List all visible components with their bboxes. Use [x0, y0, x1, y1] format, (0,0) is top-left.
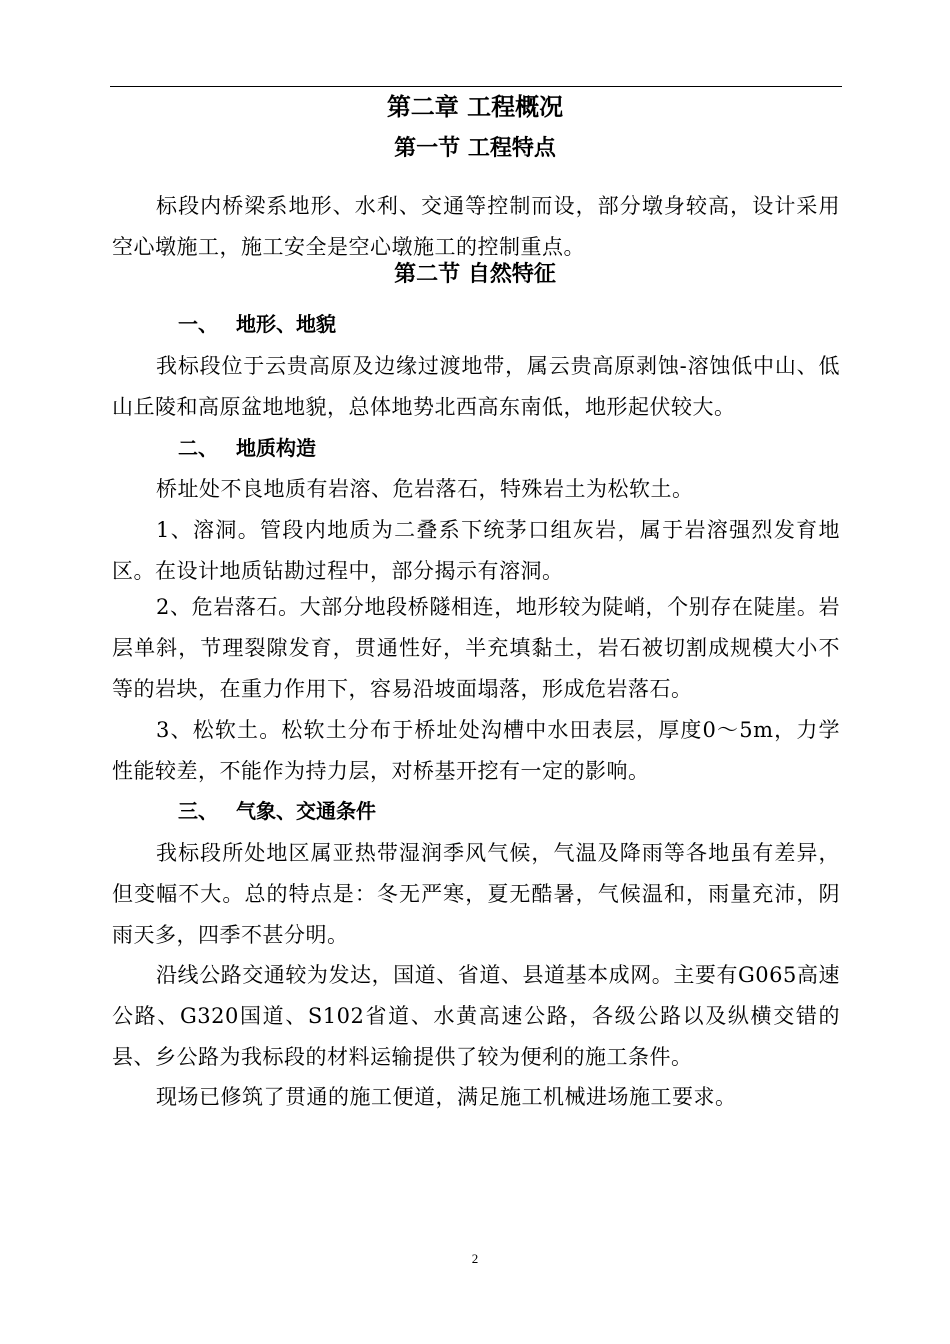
page-number: 2 [471, 1251, 479, 1266]
paragraph-geology-intro: 桥址处不良地质有岩溶、危岩落石，特殊岩土为松软土。 [156, 477, 694, 501]
paragraph-rockfall: 2、危岩落石。大部分地段桥隧相连，地形较为陡峭，个别存在陡崖。岩层单斜，节理裂隙发育，贯通性好，半充填黏土，岩石被切割成规模大小不等的岩块，在重力作用下，容易沿坡面塌落，形成危岩落石。 [112, 595, 840, 701]
paragraph-soft-soil: 3、松软土。松软土分布于桥址处沟槽中水田表层，厚度0～5m，力学性能较差，不能作为持力层，对桥基开挖有一定的影响。 [112, 718, 840, 783]
subsection-label: 地形、地貌 [236, 312, 336, 336]
paragraph-climate: 我标段所处地区属亚热带湿润季风气候，气温及降雨等各地虽有差异，但变幅不大。总的特点是：冬无严寒，夏无酷暑，气候温和，雨量充沛，阴雨天多，四季不甚分明。 [112, 841, 840, 947]
subsection-title-climate-traffic [178, 797, 376, 825]
section-title-natural-features: 第二节 自然特征 [394, 262, 556, 287]
chapter-title: 第二章 工程概况 [386, 93, 564, 121]
subsection-number: 三、 [178, 799, 218, 823]
subsection-label: 地质构造 [236, 436, 316, 460]
paragraph-traffic: 沿线公路交通较为发达，国道、省道、县道基本成网。主要有G065高速公路、G320国道、S102省道、水黄高速公路，各级公路以及纵横交错的县、乡公路为我标段的材料运输提供了较为便利的施工条件。 [112, 963, 840, 1069]
subsection-label: 气象、交通条件 [236, 799, 376, 823]
section-title-characteristics: 第一节 工程特点 [394, 136, 556, 161]
subsection-title-terrain [178, 310, 336, 338]
subsection-number: 一、 [178, 312, 218, 336]
paragraph-karst-caves: 1、溶洞。管段内地质为二叠系下统茅口组灰岩，属于岩溶强烈发育地区。在设计地质钻勘过程中，部分揭示有溶洞。 [112, 518, 840, 583]
paragraph-access-road: 现场已修筑了贯通的施工便道，满足施工机械进场施工要求。 [156, 1085, 737, 1109]
subsection-title-geology [178, 434, 316, 462]
paragraph-terrain: 我标段位于云贵高原及边缘过渡地带，属云贵高原剥蚀-溶蚀低中山、低山丘陵和高原盆地地貌，总体地势北西高东南低，地形起伏较大。 [112, 354, 840, 419]
header-rule [110, 86, 842, 87]
paragraph-project-characteristics: 标段内桥梁系地形、水利、交通等控制而设，部分墩身较高，设计采用空心墩施工，施工安全是空心墩施工的控制重点。 [112, 194, 840, 259]
subsection-number: 二、 [178, 436, 218, 460]
